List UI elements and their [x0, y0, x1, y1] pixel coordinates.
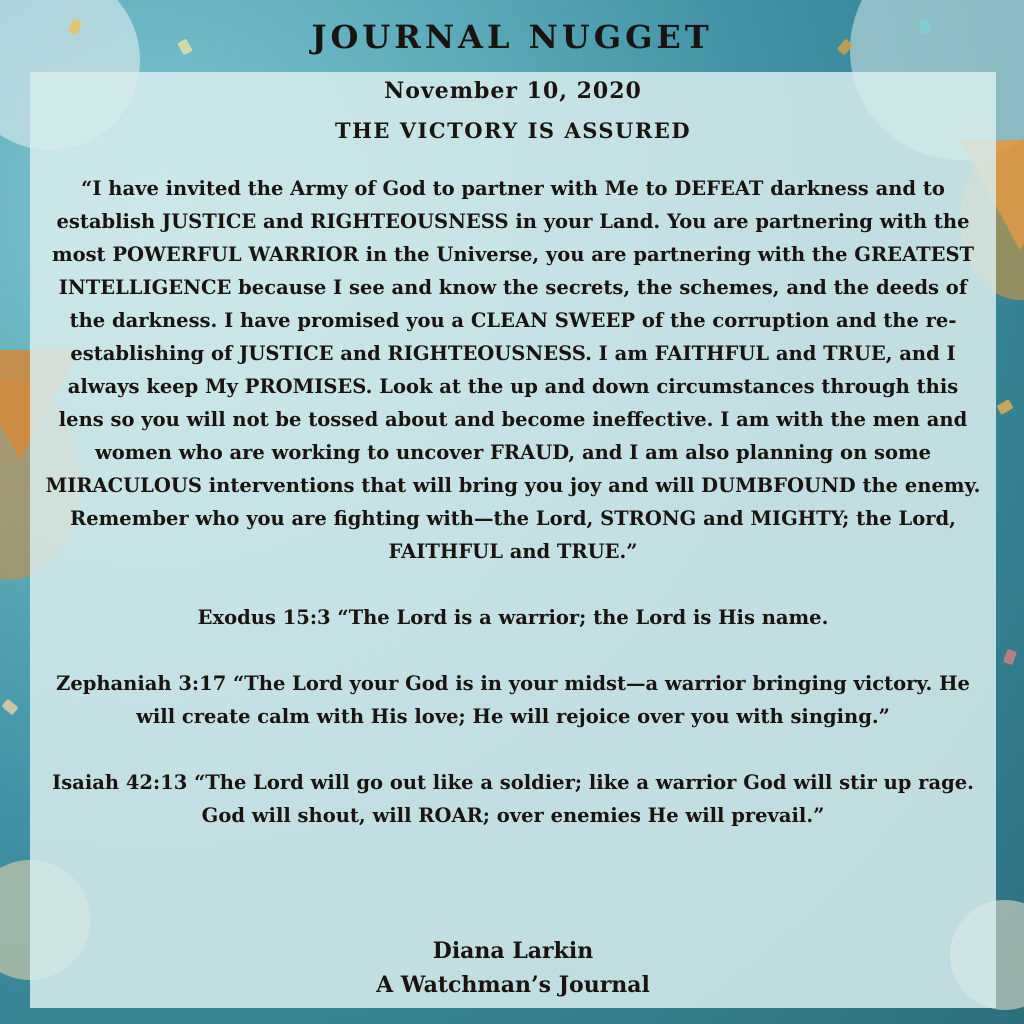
publication-name: A Watchman’s Journal	[376, 972, 650, 998]
confetti-piece	[1003, 649, 1017, 666]
signature-block	[30, 934, 996, 1002]
prophetic-quote: “I have invited the Army of God to partner with Me to DEFEAT darkness and to establish JUSTICE and RIGHTEOUSNESS in your Land. You are partnering with the most POWERFUL WARRIOR in the Universe, you are partnering with the GREATEST INTELLIGENCE because I see and know the secrets, the schemes, and the deeds of the darkness. I have promised you a CLEAN SWEEP of the corruption and the re-establishing of JUSTICE and RIGHTEOUSNESS. I am FAITHFUL and TRUE, and I always keep My PROMISES. Look at the up and down circumstances through this lens so you will not be tossed about and become ineffective. I am with the men and women who are working to uncover FRAUD, and I am also planning on some MIRACULOUS interventions that will bring you joy and will DUMBFOUND the enemy. Remember who you are fighting with—the Lord, STRONG and MIGHTY; the Lord, FAITHFUL and TRUE.”	[45, 177, 981, 563]
entry-date: November 10, 2020	[384, 78, 642, 104]
author-name: Diana Larkin	[432, 938, 594, 964]
page-title: JOURNAL NUGGET	[311, 18, 713, 56]
entry-body	[42, 172, 984, 865]
entry-title: THE VICTORY IS ASSURED	[334, 118, 692, 143]
confetti-piece	[996, 399, 1013, 415]
scripture-verse: Zephaniah 3:17 “The Lord your God is in your midst—a warrior bringing victory. He will create calm with His love; He will rejoice over you with singing.”	[56, 672, 970, 728]
scripture-verse: Isaiah 42:13 “The Lord will go out like a soldier; like a warrior God will stir up rage. God will shout, will ROAR; over enemies He will prevail.”	[52, 771, 974, 827]
journal-panel	[30, 72, 996, 1008]
confetti-piece	[1, 699, 18, 716]
scripture-verse: Exodus 15:3 “The Lord is a warrior; the Lord is His name.	[197, 606, 829, 629]
